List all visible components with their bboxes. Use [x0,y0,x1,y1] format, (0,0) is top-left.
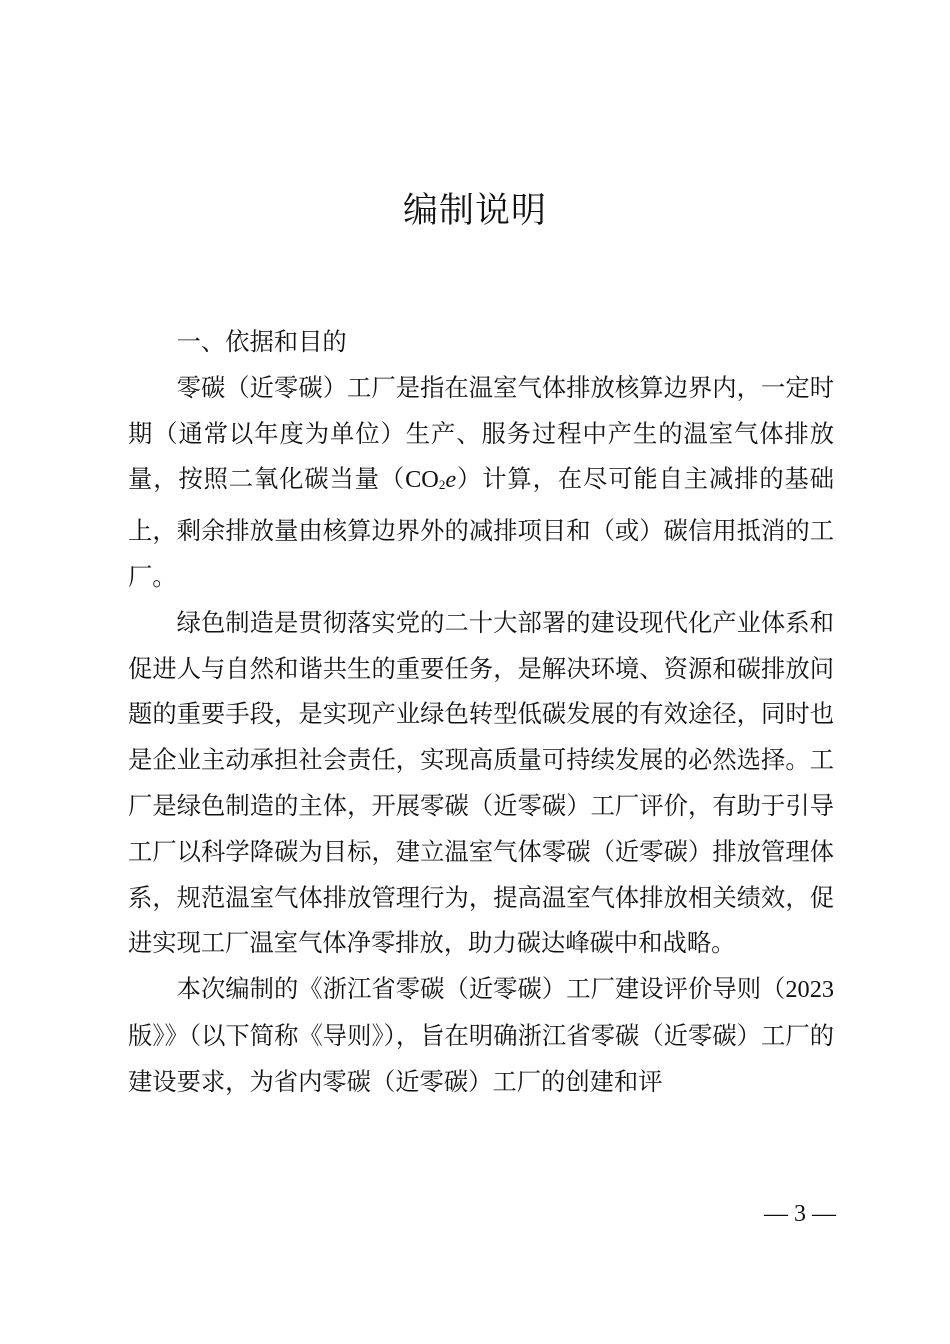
guideline-year: 2023 [785,976,834,1004]
formula-co: CO [405,466,439,494]
paragraph-definition-text-b: ）计算，在尽可能自主减排的基础上，剩余排放量由核算边界外的减排项目和（或）碳信用抵消的工厂。 [128,464,835,591]
formula-subscript: 2 [438,477,446,493]
paragraph-definition [128,365,834,600]
paragraph-definition-text-a: 零碳（近零碳）工厂是指在温室气体排放核算边界内，一定时期（通常以年度为单位）生产、服务过程中产生的温室气体排放量，按照二氧化碳当量（ [128,372,834,494]
paragraph-compilation [128,966,834,1104]
page-number: — 3 — [764,1201,836,1227]
paragraph-compilation-text-a: 本次编制的《浙江省零碳（近零碳）工厂建设评价导则（ [176,974,786,1004]
paragraph-green-manufacturing: 绿色制造是贯彻落实党的二十大部署的建设现代化产业体系和促进人与自然和谐共生的重要任务，是解决环境、资源和碳排放问题的重要手段，是实现产业绿色转型低碳发展的有效途径，同时也是企业主动承担社会责任，实现高质量可持续发展的必然选择。工厂是绿色制造的主体，开展零碳（近零碳）工厂评价，有助于引导工厂以科学降碳为目标，建立温室气体零碳（近零碳）排放管理体系，规范温室气体排放管理行为，提高温室气体排放相关绩效，促进实现工厂温室气体净零排放，助力碳达峰碳中和战略。 [128,607,834,958]
formula-e: e [445,466,457,494]
document-title: 编制说明 [402,191,547,231]
document-body [128,319,834,1105]
section-heading: 一、依据和目的 [176,327,347,356]
paragraph-compilation-text-b: 版》》（以下简称《导则》），旨在明确浙江省零碳（近零碳）工厂的建设要求，为省内零碳（近零碳）工厂的创建和评 [128,1020,834,1096]
